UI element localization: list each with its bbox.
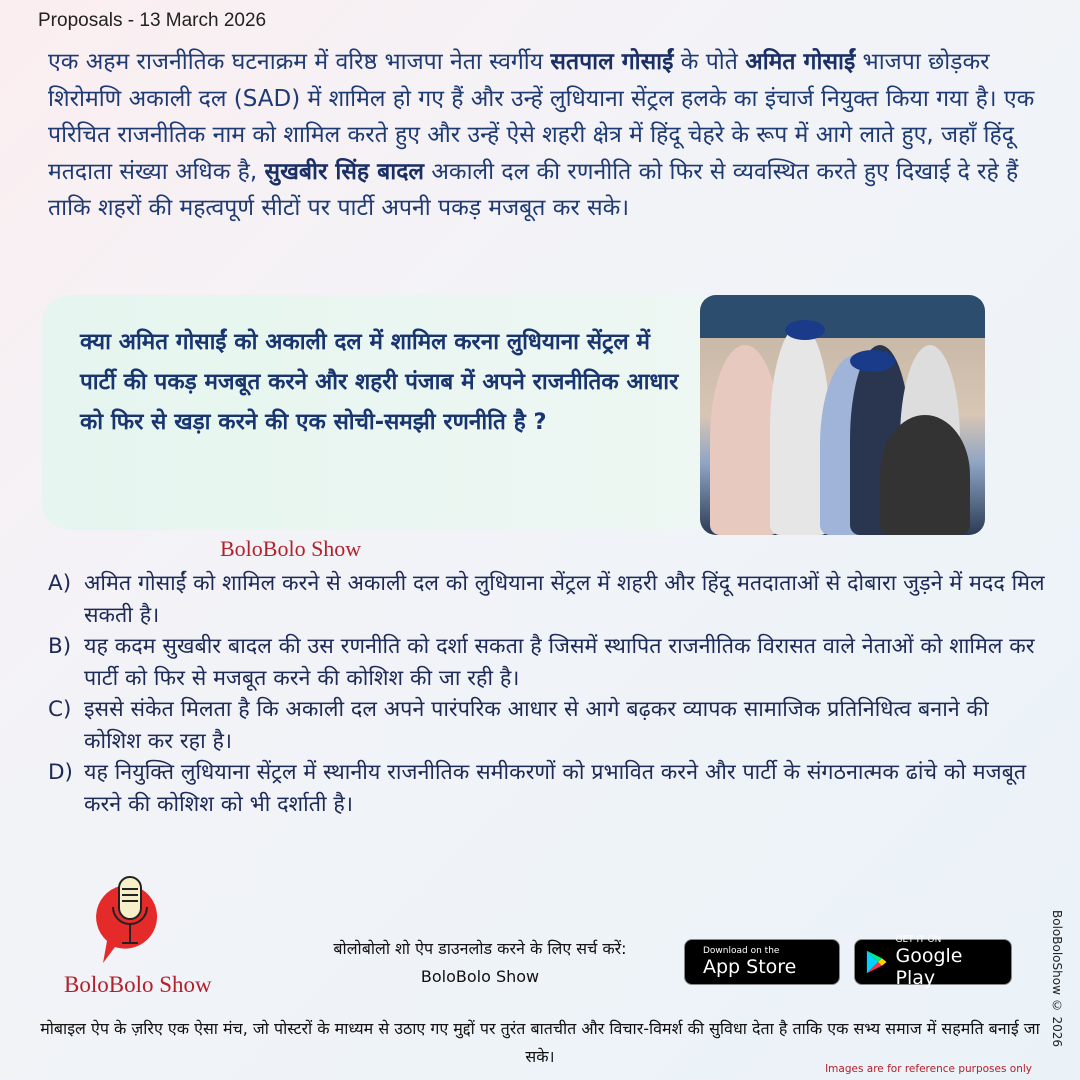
disclaimer: Images are for reference purposes only [825, 1063, 1032, 1075]
intro-text: भाजपा छोड़कर शिरोमणि अकाली दल (SAD) में शामिल हो गए हैं और उन्हें लुधियाना सेंट्रल हलके का इंचार्ज नियुक्त किया गया है। एक परिचित राजनीतिक नाम को शामिल करते हुए और उन्हें ऐसे शहरी क्षेत्र में हिंदू चेहरे के रूप में आगे लाते हुए, जहाँ हिंदू मतदाता संख्या अधिक है, [48, 49, 1035, 185]
intro-bold-name: अमित गोसाईं [745, 49, 856, 75]
option-letter: D) [48, 760, 73, 785]
option-letter: C) [48, 697, 72, 722]
gplay-small-text: GET IT ON [895, 935, 942, 945]
google-play-icon [865, 949, 887, 975]
option-letter: B) [48, 634, 72, 659]
intro-paragraph [48, 44, 1058, 227]
intro-bold-name: सतपाल गोसाईं [550, 49, 674, 75]
option-text: यह नियुक्ति लुधियाना सेंट्रल में स्थानीय राजनीतिक समीकरणों को प्रभावित करने और पार्टी के संगठनात्मक ढांचे को मजबूत करने की कोशिश को भी दर्शाती है। [84, 760, 1027, 817]
gplay-big-text: Google Play [895, 945, 963, 989]
footer-tagline: मोबाइल ऐप के ज़रिए एक ऐसा मंच, जो पोस्टरों के माध्यम से उठाए गए मुद्दों पर तुरंत बातचीत और विचार-विमर्श की सुविधा देता है ताकि एक सभ्य समाज में सहमति बनाई जा सके। [40, 1019, 1040, 1066]
brand-label: BoloBolo Show [220, 536, 362, 561]
appstore-small-text: Download on the [703, 946, 780, 956]
option-text: अमित गोसाईं को शामिल करने से अकाली दल को लुधियाना सेंट्रल में शहरी और हिंदू मतदाताओं से दोबारा जुड़ने में मदद मिल सकती है। [84, 571, 1045, 628]
intro-text: के पोते [673, 49, 746, 75]
intro-text: एक अहम राजनीतिक घटनाक्रम में वरिष्ठ भाजपा नेता स्वर्गीय [48, 49, 551, 75]
app-store-button[interactable] [684, 939, 840, 985]
option-c[interactable] [48, 694, 1048, 757]
question-text: क्या अमित गोसाईं को अकाली दल में शामिल करना लुधियाना सेंट्रल में पार्टी की पकड़ मजबूत करने और शहरी पंजाब में अपने राजनीतिक आधार को फिर से खड़ा करने की एक सोची-समझी रणनीति है ? [80, 329, 679, 435]
news-photo [700, 295, 985, 535]
copyright-vertical: BoloBoloShow © 2026 [1050, 910, 1064, 1048]
download-instructions [280, 935, 680, 991]
logo-text: BoloBolo Show [64, 972, 212, 997]
download-line: बोलोबोलो शो ऐप डाउनलोड करने के लिए सर्च करें: [333, 939, 627, 958]
app-name: BoloBolo Show [420, 967, 540, 986]
intro-text: अकाली दल की रणनीति को फिर से व्यवस्थित करते हुए दिखाई दे रहे हैं ताकि शहरों की महत्वपूर्ण सीटों पर पार्टी अपनी पकड़ मजबूत कर सके। [48, 158, 1019, 221]
option-b[interactable] [48, 631, 1048, 694]
option-letter: A) [48, 571, 72, 596]
option-a[interactable] [48, 568, 1048, 631]
google-play-button[interactable] [854, 935, 1012, 989]
intro-bold-name: सुखबीर सिंह बादल [264, 158, 425, 185]
option-text: इससे संकेत मिलता है कि अकाली दल अपने पारंपरिक आधार से आगे बढ़कर व्यापक सामाजिक प्रतिनिधित्व बनाने की कोशिश कर रहा है। [84, 697, 989, 754]
page-header-title: Proposals - 13 March 2026 [38, 10, 267, 31]
option-d[interactable] [48, 757, 1048, 820]
microphone-logo-icon [95, 875, 165, 965]
options-list [48, 568, 1048, 820]
appstore-big-text: App Store [703, 956, 797, 978]
option-text: यह कदम सुखबीर बादल की उस रणनीति को दर्शा सकता है जिसमें स्थापित राजनीतिक विरासत वाले नेताओं को शामिल कर पार्टी को फिर से मजबूत करने की कोशिश की जा रही है। [84, 634, 1035, 691]
